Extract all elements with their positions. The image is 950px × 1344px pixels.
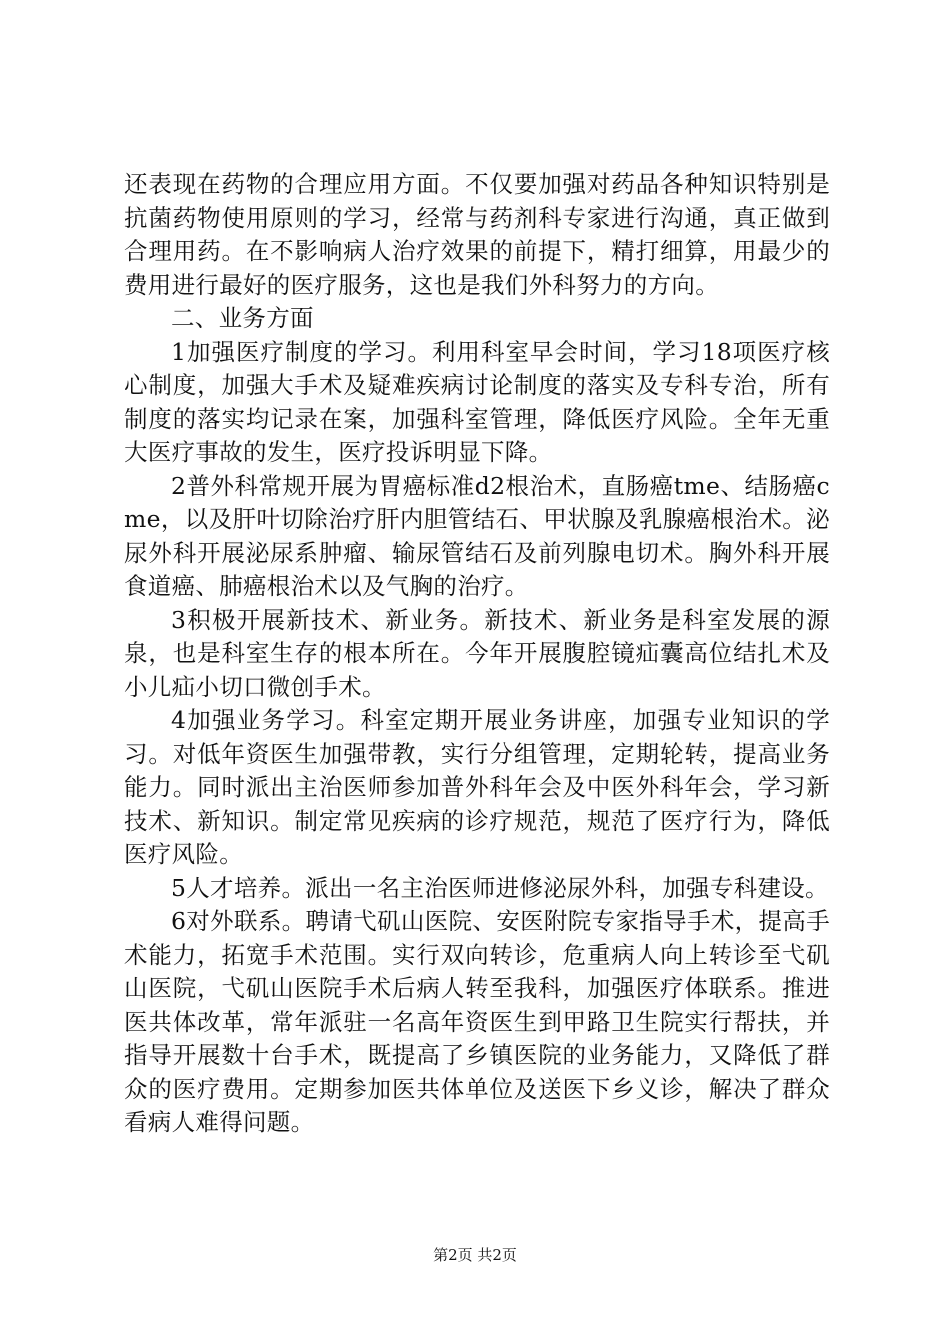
paragraph-item-6: 6对外联系。聘请弋矶山医院、安医附院专家指导手术，提高手术能力，拓宽手术范围。实行双向转诊，危重病人向上转诊至弋矶山医院，弋矶山医院手术后病人转至我科，加强医疗体联系。推进医共体改革，常年派驻一名高年资医生到甲路卫生院实行帮扶，并指导开展数十台手术，既提高了乡镇医院的业务能力，又降低了群众的医疗费用。定期参加医共体单位及送医下乡义诊，解决了群众看病人难得问题。 [124, 907, 830, 1136]
paragraph-item-3: 3积极开展新技术、新业务。新技术、新业务是科室发展的源泉，也是科室生存的根本所在。今年开展腹腔镜疝囊高位结扎术及小儿疝小切口微创手术。 [124, 605, 830, 701]
paragraph-item-4: 4加强业务学习。科室定期开展业务讲座，加强专业知识的学习。对低年资医生加强带教，实行分组管理，定期轮转，提高业务能力。同时派出主治医师参加普外科年会及中医外科年会，学习新技术、新知识。制定常见疾病的诊疗规范，规范了医疗行为，降低医疗风险。 [124, 706, 830, 868]
page-footer: 第2页 共2页 [433, 1246, 517, 1264]
document-body [124, 168, 830, 1140]
paragraph-item-5: 5人才培养。派出一名主治医师进修泌尿外科，加强专科建设。 [171, 873, 829, 902]
paragraph-item-1: 1加强医疗制度的学习。利用科室早会时间，学习18项医疗核心制度，加强大手术及疑难疾病讨论制度的落实及专科专治，所有制度的落实均记录在案，加强科室管理，降低医疗风险。全年无重大医疗事故的发生，医疗投诉明显下降。 [124, 337, 830, 466]
paragraph-item-2: 2普外科常规开展为胃癌标准d2根治术，直肠癌tme、结肠癌cme，以及肝叶切除治疗肝内胆管结石、甲状腺及乳腺癌根治术。泌尿外科开展泌尿系肿瘤、输尿管结石及前列腺电切术。胸外科开展食道癌、肺癌根治术以及气胸的治疗。 [124, 471, 830, 600]
paragraph-pharmacy: 还表现在药物的合理应用方面。不仅要加强对药品各种知识特别是抗菌药物使用原则的学习，经常与药剂科专家进行沟通，真正做到合理用药。在不影响病人治疗效果的前提下，精打细算，用最少的费用进行最好的医疗服务，这也是我们外科努力的方向。 [124, 170, 830, 299]
section-heading-business: 二、业务方面 [171, 304, 314, 332]
